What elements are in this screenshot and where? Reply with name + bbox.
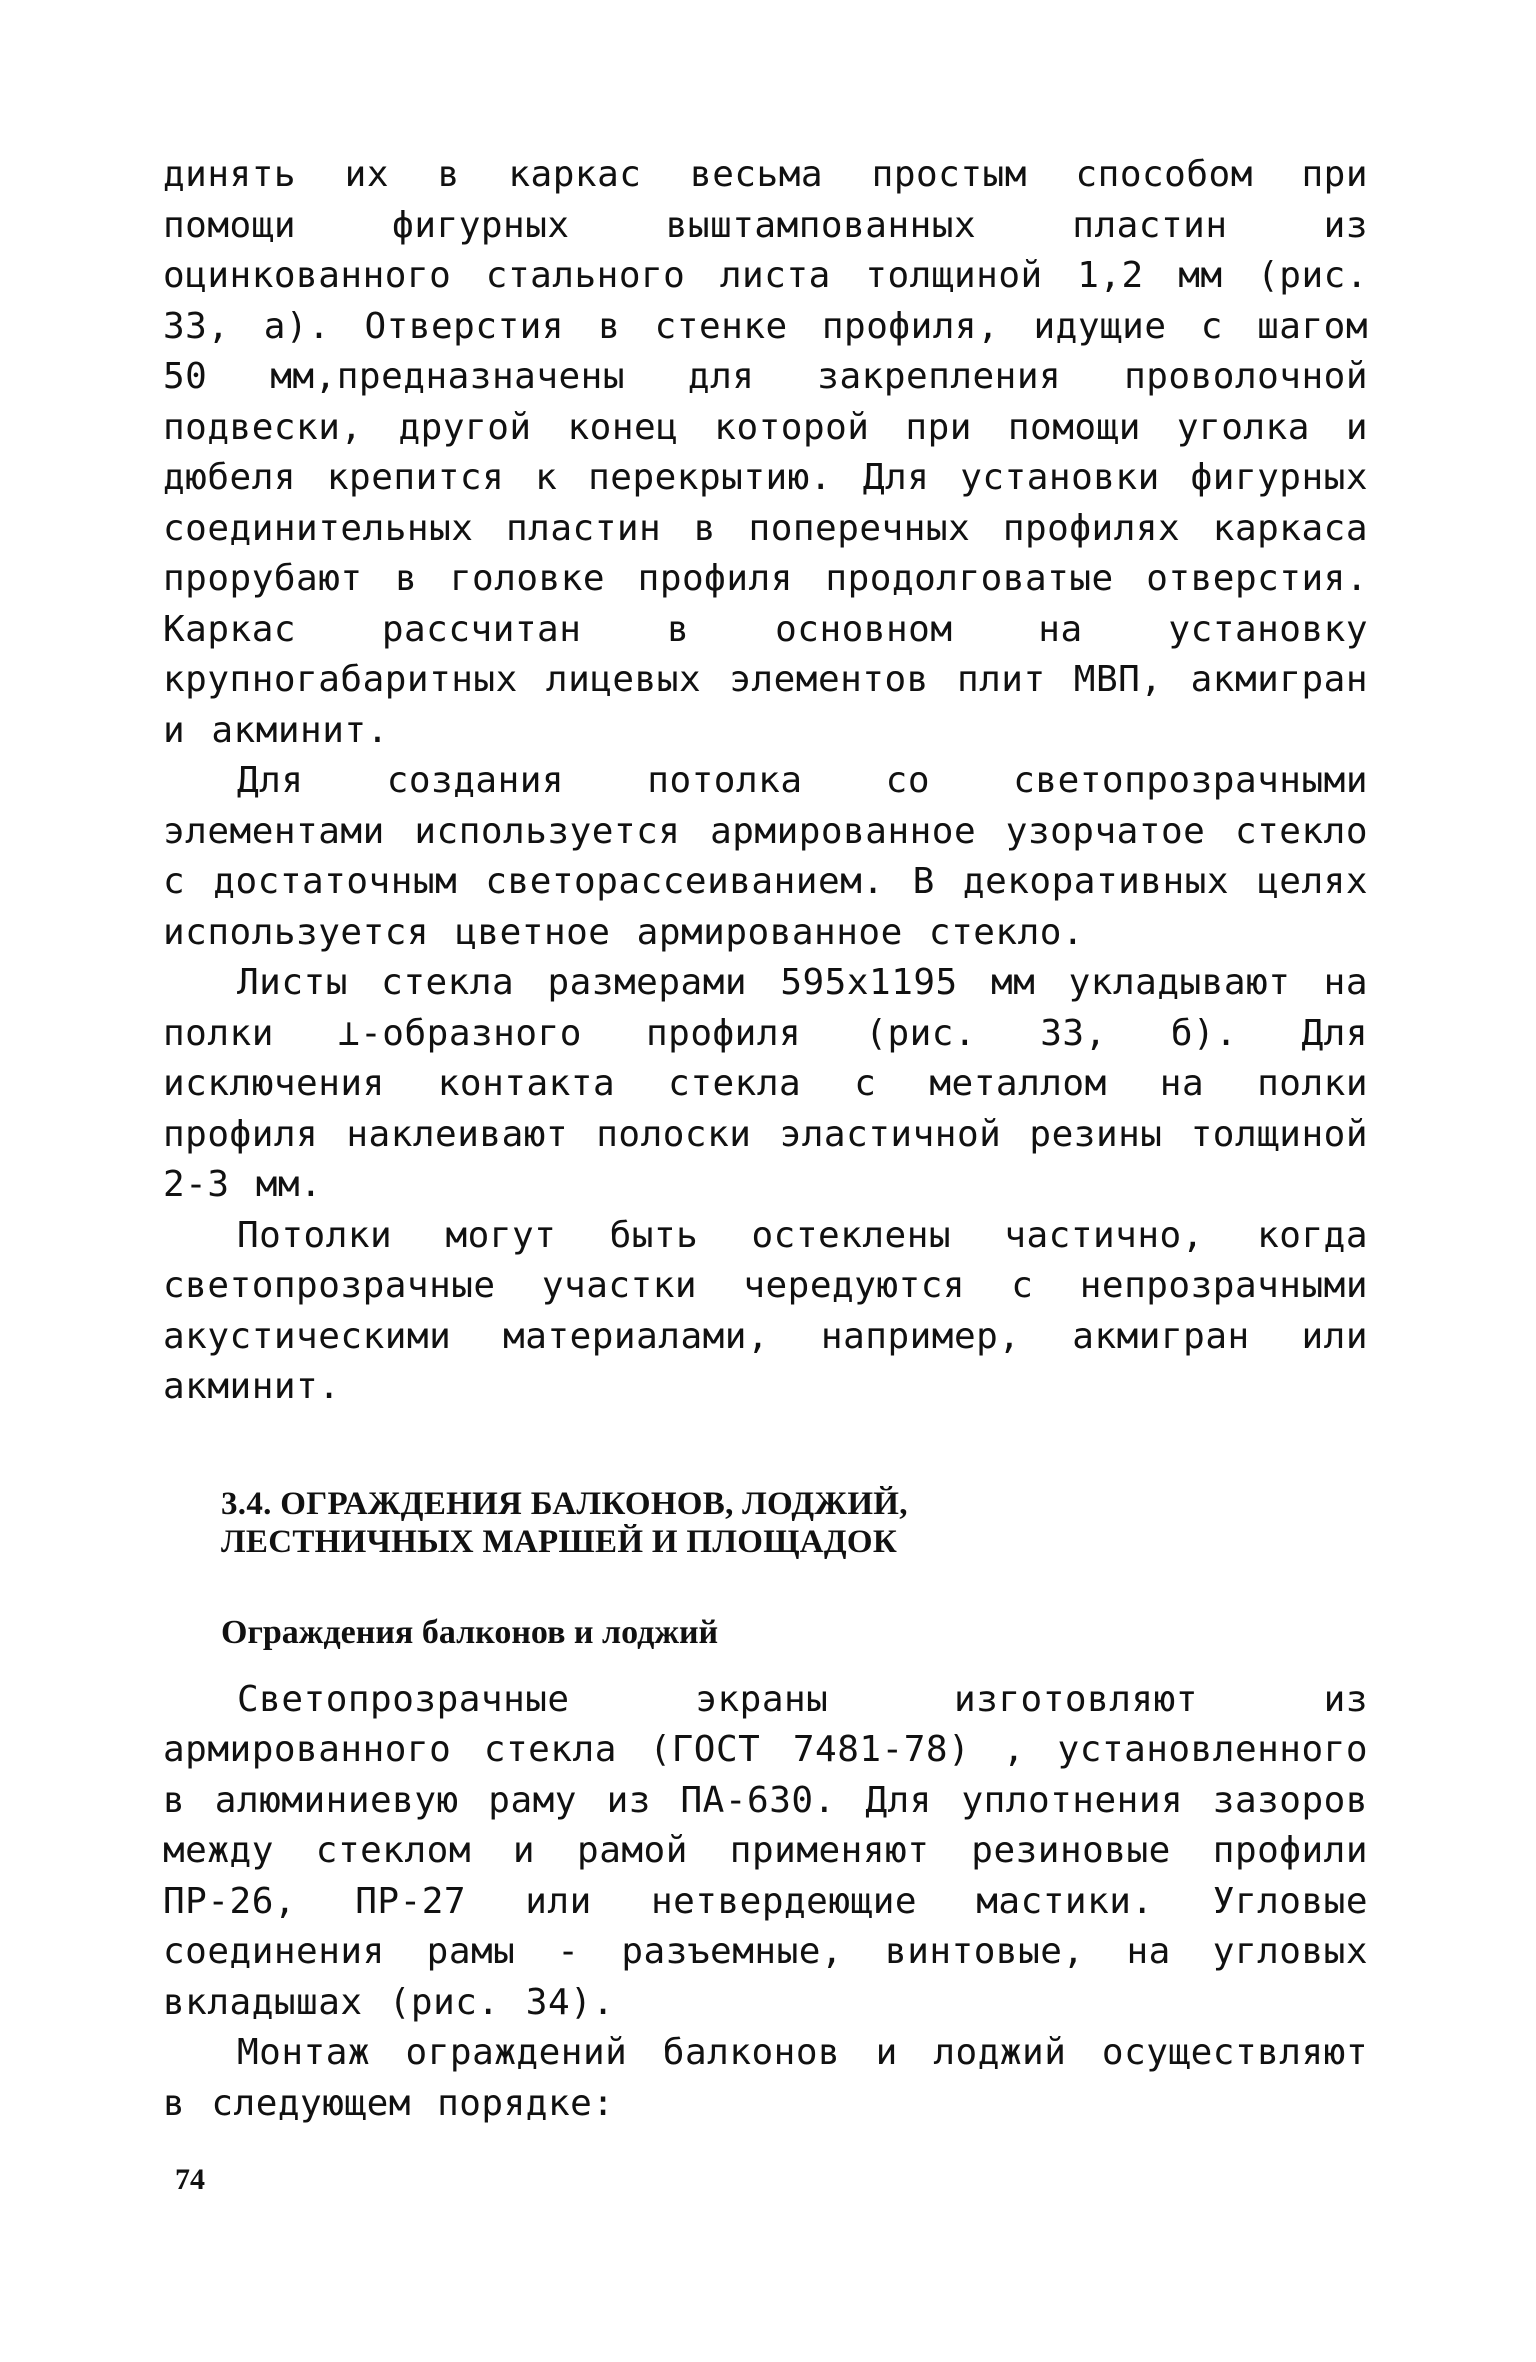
page-body: [163, 150, 1368, 2129]
paragraph-translucent-screens: Светопрозрачные экраны изготовляют из армированного стекла (ГОСТ 7481-78) , установленного в алюминиевую раму из ПА-630. Для уплотнения зазоров между стеклом и рамой применяют резиновые профили ПР-26, ПР-27 или нетвердеющие мастики. Угловые соединения рамы - разъемные, винтовые, на угловых вкладышах (рис. 34).: [163, 1678, 1368, 2023]
paragraph-translucent-ceiling: Для создания потолка со светопрозрачными элементами используется армированное узорчатое стекло с достаточным светорассеиванием. В декоративных целях используется цветное армированное стекло.: [163, 760, 1368, 953]
sub-heading: Ограждения балконов и лоджий: [221, 1613, 719, 1651]
page-number: 74: [175, 2163, 205, 2196]
paragraph-glass-sheets: Листы стекла размерами 595х1195 мм укладывают на полки ⊥-образного профиля (рис. 33, б). Для исключения контакта стекла с металлом на полки профиля наклеивают полоски эластичной резины толщиной 2-3 мм.: [163, 962, 1368, 1205]
section-heading-line-2: ЛЕСТНИЧНЫХ МАРШЕЙ И ПЛОЩАДОК: [221, 1523, 898, 1560]
paragraph-installation-order: Монтаж ограждений балконов и лоджий осуществляют в следующем порядке:: [163, 2032, 1368, 2124]
section-heading-line-1: 3.4. ОГРАЖДЕНИЯ БАЛКОНОВ, ЛОДЖИЙ,: [221, 1485, 908, 1522]
section-heading: [221, 1485, 1368, 1561]
paragraph-frame-assembly: динять их в каркас весьма простым способом при помощи фигурных выштампованных пластин из оцинкованного стального листа толщиной 1,2 мм (рис. 33, а). Отверстия в стенке профиля, идущие с шагом 50 мм,предназначены для закрепления проволочной подвески, другой конец которой при помощи уголка и дюбеля крепится к перекрытию. Для установки фигурных соединительных пластин в поперечных профилях каркаса прорубают в головке профиля продолговатые отверстия. Каркас рассчитан в основном на установку крупногабаритных лицевых элементов плит МВП, акмигран и акминит.: [163, 154, 1368, 751]
paragraph-partial-glazing: Потолки могут быть остеклены частично, когда светопрозрачные участки чередуются с непрозрачными акустическими материалами, например, акмигран или акминит.: [163, 1214, 1368, 1407]
